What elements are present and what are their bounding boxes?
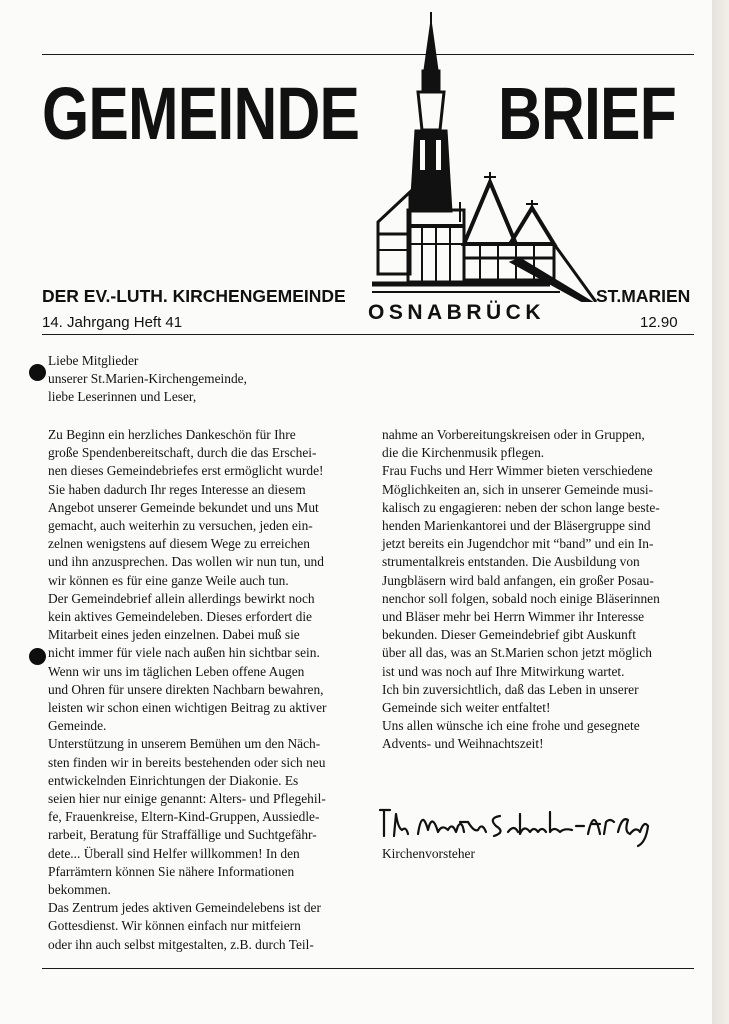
text-line: gemacht, auch weiterhin zu versuchen, jeden ein- — [48, 518, 313, 534]
text-line: Sie haben dadurch Ihr reges Interesse an diesem — [48, 481, 306, 497]
text-line: und Ohren für unsere direkten Nachbarn bewahren, — [48, 681, 324, 697]
signature-role: Kirchenvorsteher — [382, 846, 475, 861]
text-line: henden Marienkantorei und der Bläsergruppe sind — [382, 518, 651, 534]
text-line: rarbeit, Beratung für Straffällige und Suchtgefähr- — [48, 827, 317, 843]
text-line: Wenn wir uns im täglichen Leben offene Augen — [48, 663, 305, 679]
text-line: bekommen. — [48, 882, 111, 898]
text-line: Das Zentrum jedes aktiven Gemeindelebens ist der — [48, 900, 321, 916]
handwritten-signature — [378, 796, 658, 848]
greeting-line: unserer St.Marien-Kirchengemeinde, — [48, 371, 247, 387]
greeting — [48, 352, 388, 407]
text-line: strumentalkreis entstanden. Die Ausbildung von — [382, 554, 640, 570]
header-rule — [42, 334, 694, 335]
text-line: leisten wir schon einen wichtigen Beitrag zu aktiver — [48, 700, 327, 716]
text-line: sten finden wir in bereits bestehenden oder sich neu — [48, 754, 326, 770]
text-line: fe, Frauenkreise, Eltern-Kind-Gruppen, Aussiedle- — [48, 809, 320, 825]
text-line: jetzt bereits ein Jugendchor mit “band” und ein In- — [382, 536, 654, 552]
text-line: und Bläser mehr bei Herrn Wimmer ihr Interesse — [382, 609, 645, 625]
text-line: und ihn anzusprechen. Das wollen wir nun tun, und — [48, 554, 324, 570]
text-line: zelnen wenigstens auf diesem Wege zu erreichen — [48, 536, 310, 552]
text-line: Zu Beginn ein herzliches Dankeschön für Ihre — [48, 427, 296, 442]
text-line: Gemeinde sich weiter entfaltet! — [382, 700, 551, 716]
issue-volume: 14. Jahrgang Heft 41 — [42, 314, 183, 331]
text-line: Pfarrämtern können Sie nähere Informationen — [48, 863, 295, 879]
text-line: seien hier nur einige genannt: Alters- und Pflegehil- — [48, 791, 326, 807]
text-line: Jungbläsern wird bald anfangen, ein großer Posau- — [382, 572, 654, 588]
masthead-gemeinde: GEMEINDE — [42, 72, 360, 155]
text-line: die die Kirchenmusik pflegen. — [382, 445, 545, 461]
text-line: kein aktives Gemeindeleben. Dieses erfordert die — [48, 609, 312, 625]
greeting-line: liebe Leserinnen und Leser, — [48, 389, 197, 405]
publisher-name: DER EV.-LUTH. KIRCHENGEMEINDE — [42, 286, 346, 306]
bottom-rule — [42, 968, 694, 969]
text-line: Ich bin zuversichtlich, daß das Leben in unserer — [382, 681, 639, 697]
text-line: bekunden. Dieser Gemeindebrief gibt Auskunft — [382, 627, 636, 643]
issue-date: 12.90 — [640, 314, 678, 331]
right-column — [382, 426, 722, 754]
text-line: nahme an Vorbereitungskreisen oder in Gruppen, — [382, 427, 645, 442]
city-name: OSNABRÜCK — [368, 301, 545, 324]
text-line: ist und was noch auf Ihre Mitwirkung wartet. — [382, 663, 625, 679]
text-line: Möglichkeiten an, sich in unserer Gemeinde musi- — [382, 481, 654, 497]
text-line: nenchor soll folgen, sobald noch einige Bläserinnen — [382, 590, 660, 606]
punch-hole-top — [29, 364, 46, 381]
text-line: Gemeinde. — [48, 718, 107, 734]
text-line: wir können es für eine ganze Weile auch tun. — [48, 572, 289, 588]
text-line: entwickelnden Einrichtungen der Diakonie. Es — [48, 772, 299, 788]
text-line: nen dieses Gemeindebriefes erst ermöglicht wurde! — [48, 463, 324, 479]
publisher-parish: ST.MARIEN — [596, 286, 691, 306]
text-line: dete... Überall sind Helfer willkommen! In den — [48, 845, 300, 861]
text-line: nicht immer für viele nach außen hin sichtbar sein. — [48, 645, 320, 661]
text-line: Unterstützung in unserem Bemühen um den Näch- — [48, 736, 321, 752]
text-line: oder ihn auch selbst mitgestalten, z.B. durch Teil- — [48, 936, 314, 952]
church-illustration — [360, 12, 600, 302]
greeting-line: Liebe Mitglieder — [48, 353, 139, 368]
punch-hole-bottom — [29, 648, 46, 665]
text-line: über all das, was an St.Marien schon jetzt möglich — [382, 645, 652, 661]
text-line: kalisch zu engagieren: neben der schon lange beste- — [382, 499, 660, 515]
text-line: Gottesdienst. Wir können einfach nur mitfeiern — [48, 918, 301, 934]
text-line: Mitarbeit eines jeden einzelnen. Dabei muß sie — [48, 627, 300, 643]
text-line: Uns allen wünsche ich eine frohe und gesegnete — [382, 718, 640, 734]
text-line: Frau Fuchs und Herr Wimmer bieten verschiedene — [382, 463, 653, 479]
masthead-brief: BRIEF — [498, 72, 676, 155]
left-column — [48, 426, 388, 954]
text-line: Advents- und Weihnachtszeit! — [382, 736, 544, 752]
text-line: Angebot unserer Gemeinde bekundet und uns Mut — [48, 499, 319, 515]
text-line: Der Gemeindebrief allein allerdings bewirkt noch — [48, 590, 315, 606]
text-line: große Spendenbereitschaft, durch die das Erschei- — [48, 445, 317, 461]
